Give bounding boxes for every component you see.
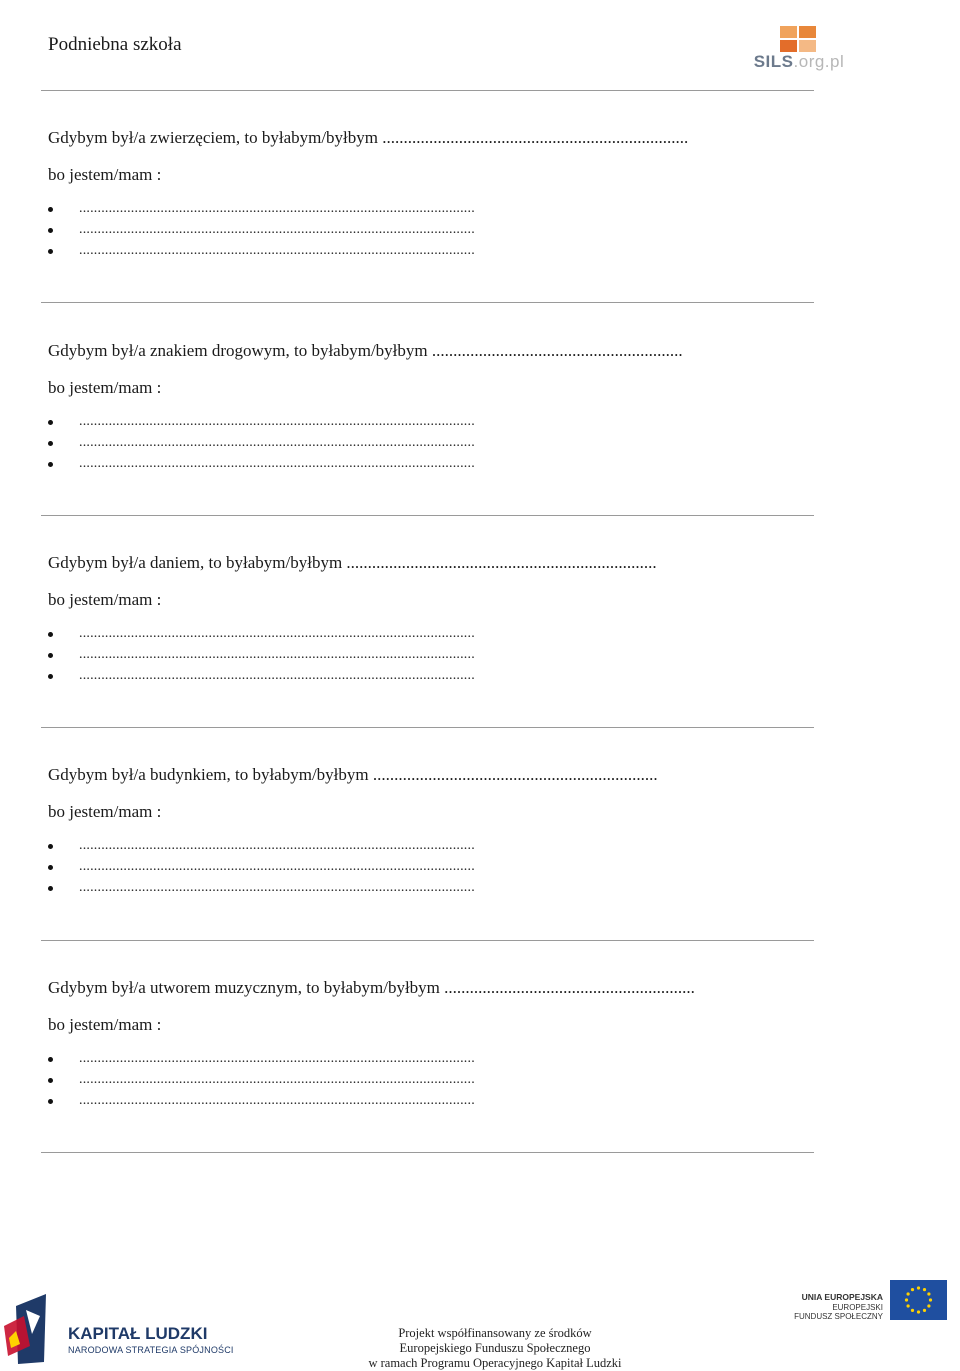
answer-line[interactable] xyxy=(48,415,828,436)
question-section xyxy=(48,341,828,478)
answer-blank[interactable]: ........................................................................................................... xyxy=(79,668,475,683)
sils-logo-text: SILS.org.pl xyxy=(753,52,845,71)
bullet-icon xyxy=(48,441,53,446)
answer-blank[interactable]: ........................................................................................................... xyxy=(79,222,475,237)
answer-blank[interactable]: ........................................................................................................... xyxy=(79,1072,475,1087)
question-text: Gdybym był/a zwierzęciem, to byłabym/byłbym ........................................................................ xyxy=(48,128,689,147)
bullet-icon xyxy=(48,228,53,233)
question-text: Gdybym był/a utworem muzycznym, to byłabym/byłbym ........................................................... xyxy=(48,978,695,997)
answer-line[interactable] xyxy=(48,860,828,881)
bullet-icon xyxy=(48,886,53,891)
answer-line[interactable] xyxy=(48,881,828,902)
question-text: Gdybym był/a daniem, to byłabym/byłbym ......................................................................... xyxy=(48,553,657,572)
answer-blank[interactable]: ........................................................................................................... xyxy=(79,435,475,450)
kapital-ludzki-emblem-icon xyxy=(4,1286,64,1366)
answer-list xyxy=(48,415,828,478)
divider xyxy=(41,727,814,728)
divider xyxy=(41,90,814,91)
eu-logo xyxy=(795,1278,955,1338)
answer-list xyxy=(48,202,828,265)
answer-list xyxy=(48,627,828,690)
bullet-icon xyxy=(48,1078,53,1083)
bullet-icon xyxy=(48,865,53,870)
because-label: bo jestem/mam : xyxy=(48,378,162,397)
because-label: bo jestem/mam : xyxy=(48,165,162,184)
bullet-icon xyxy=(48,207,53,212)
bullet-icon xyxy=(48,1099,53,1104)
answer-blank[interactable]: ........................................................................................................... xyxy=(79,647,475,662)
answer-line[interactable] xyxy=(48,244,828,265)
because-label: bo jestem/mam : xyxy=(48,802,162,821)
answer-blank[interactable]: ........................................................................................................... xyxy=(79,838,475,853)
question-text: Gdybym był/a budynkiem, to byłabym/byłbym ................................................................... xyxy=(48,765,658,784)
bullet-icon xyxy=(48,674,53,679)
question-section xyxy=(48,128,828,265)
answer-list xyxy=(48,839,828,902)
answer-line[interactable] xyxy=(48,1073,828,1094)
funding-line: Projekt współfinansowany ze środków xyxy=(398,1326,592,1340)
answer-blank[interactable]: ........................................................................................................... xyxy=(79,1093,475,1108)
sils-logo-mark xyxy=(780,26,816,52)
answer-line[interactable] xyxy=(48,1094,828,1115)
answer-line[interactable] xyxy=(48,202,828,223)
divider xyxy=(41,302,814,303)
answer-line[interactable] xyxy=(48,1052,828,1073)
eu-flag-icon xyxy=(890,1280,947,1320)
because-label: bo jestem/mam : xyxy=(48,590,162,609)
answer-line[interactable] xyxy=(48,436,828,457)
answer-blank[interactable]: ........................................................................................................... xyxy=(79,626,475,641)
eu-fund-line: FUNDUSZ SPOŁECZNY xyxy=(794,1312,883,1321)
divider xyxy=(41,940,814,941)
kapital-ludzki-name: KAPITAŁ LUDZKI xyxy=(68,1324,208,1343)
answer-blank[interactable]: ........................................................................................................... xyxy=(79,243,475,258)
funding-line: Europejskiego Funduszu Społecznego xyxy=(399,1341,591,1355)
answer-blank[interactable]: ........................................................................................................... xyxy=(79,1051,475,1066)
kapital-ludzki-subtitle: NARODOWA STRATEGIA SPÓJNOŚCI xyxy=(68,1345,234,1355)
divider xyxy=(41,515,814,516)
bullet-icon xyxy=(48,844,53,849)
page-title: Podniebna szkoła xyxy=(48,34,182,55)
because-label: bo jestem/mam : xyxy=(48,1015,162,1034)
question-section xyxy=(48,765,828,902)
project-funding-note xyxy=(330,1326,660,1371)
answer-line[interactable] xyxy=(48,669,828,690)
bullet-icon xyxy=(48,1057,53,1062)
sils-logo xyxy=(738,24,860,76)
bullet-icon xyxy=(48,249,53,254)
question-text: Gdybym był/a znakiem drogowym, to byłabym/byłbym ........................................................... xyxy=(48,341,683,360)
bullet-icon xyxy=(48,632,53,637)
footer xyxy=(0,1270,960,1369)
eu-name: UNIA EUROPEJSKA xyxy=(801,1292,883,1302)
answer-line[interactable] xyxy=(48,223,828,244)
answer-line[interactable] xyxy=(48,839,828,860)
answer-line[interactable] xyxy=(48,457,828,478)
answer-blank[interactable]: ........................................................................................................... xyxy=(79,456,475,471)
funding-line: w ramach Programu Operacyjnego Kapitał Ludzki xyxy=(368,1356,622,1370)
kapital-ludzki-logo xyxy=(4,1286,244,1366)
question-section xyxy=(48,553,828,690)
answer-blank[interactable]: ........................................................................................................... xyxy=(79,201,475,216)
bullet-icon xyxy=(48,420,53,425)
answer-list xyxy=(48,1052,828,1115)
eu-fund-line: EUROPEJSKI xyxy=(832,1303,883,1312)
answer-line[interactable] xyxy=(48,627,828,648)
divider xyxy=(41,1152,814,1153)
bullet-icon xyxy=(48,462,53,467)
answer-blank[interactable]: ........................................................................................................... xyxy=(79,880,475,895)
answer-blank[interactable]: ........................................................................................................... xyxy=(79,859,475,874)
question-section xyxy=(48,978,828,1115)
answer-blank[interactable]: ........................................................................................................... xyxy=(79,414,475,429)
answer-line[interactable] xyxy=(48,648,828,669)
bullet-icon xyxy=(48,653,53,658)
